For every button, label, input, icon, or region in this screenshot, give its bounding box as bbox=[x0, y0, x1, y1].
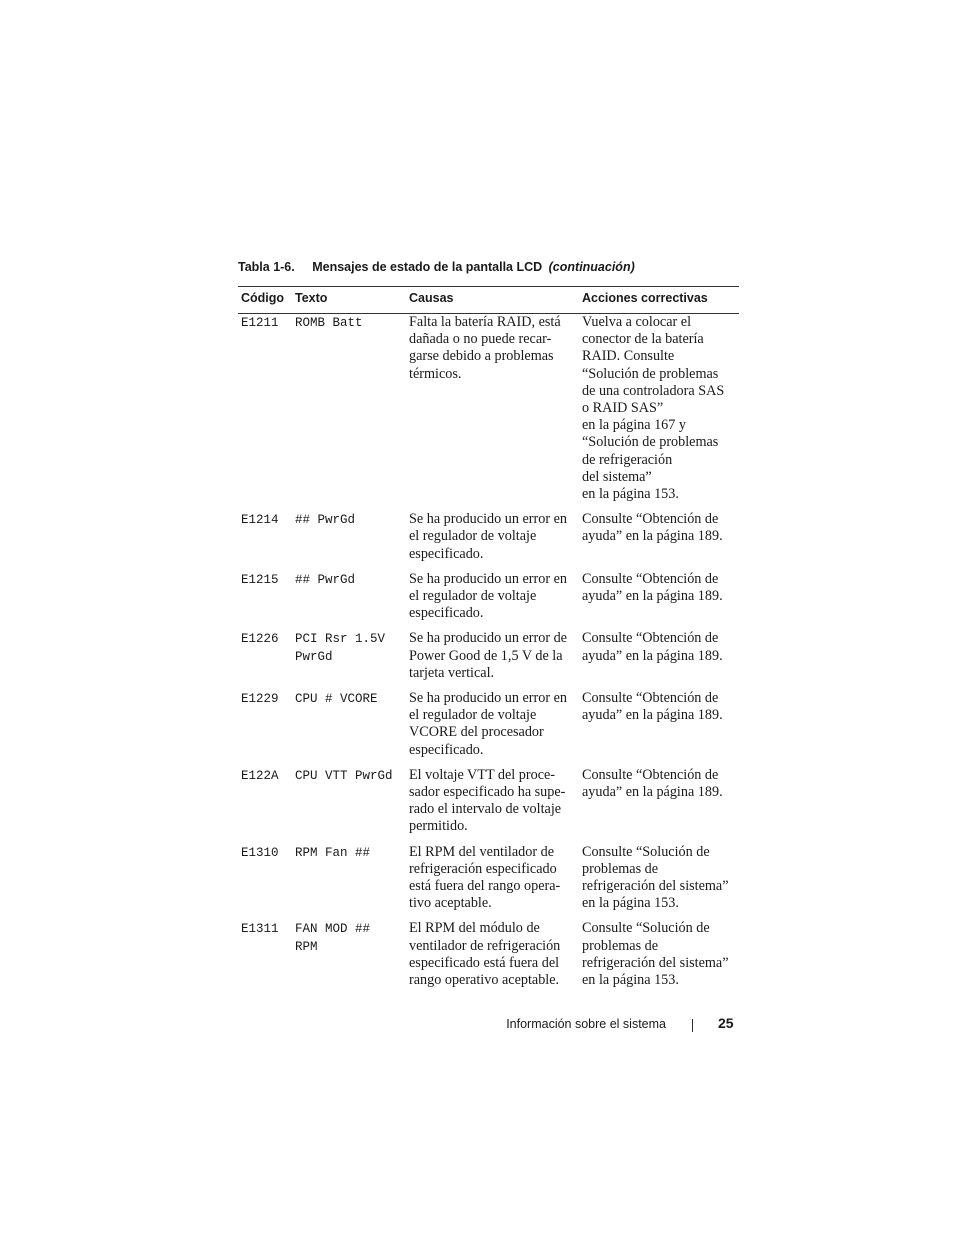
code-cell bbox=[241, 844, 291, 862]
code-cell bbox=[241, 630, 291, 648]
cell-line: térmicos. bbox=[409, 365, 462, 382]
cell-line: Consulte “Solución de bbox=[582, 920, 710, 937]
causes-cell bbox=[409, 920, 577, 989]
cell-line: Falta la batería RAID, está bbox=[409, 314, 561, 330]
cell-line: FAN MOD ## bbox=[295, 922, 371, 937]
cell-line: ventilador de refrigeración bbox=[409, 937, 561, 954]
cell-line: Consulte “Obtención de bbox=[582, 511, 719, 528]
cell-line: el regulador de voltaje bbox=[409, 528, 537, 545]
code-cell bbox=[241, 920, 291, 938]
cell-line: RAID. Consulte bbox=[582, 348, 675, 365]
actions-cell bbox=[582, 571, 740, 605]
cell-line: permitido. bbox=[409, 818, 468, 835]
actions-cell bbox=[582, 511, 740, 545]
cell-line: especificado. bbox=[409, 545, 484, 562]
cell-line: ROMB Batt bbox=[295, 316, 363, 330]
causes-cell bbox=[409, 571, 577, 623]
text-cell bbox=[295, 767, 407, 785]
cell-line: sador especificado ha supe- bbox=[409, 784, 566, 800]
cell-line: tivo aceptable. bbox=[409, 895, 492, 912]
cell-line: E1229 bbox=[241, 692, 279, 706]
cell-line: especificado. bbox=[409, 741, 484, 758]
cell-line: ayuda” en la página 189. bbox=[582, 784, 723, 800]
table-number: Tabla 1-6. bbox=[238, 260, 295, 274]
cell-line: El RPM del módulo de bbox=[409, 920, 540, 937]
cell-line: PwrGd bbox=[295, 649, 333, 664]
footer-separator bbox=[692, 1019, 693, 1032]
cell-line: de refrigeración bbox=[582, 451, 673, 468]
cell-line: ayuda” en la página 189. bbox=[582, 647, 723, 664]
causes-cell bbox=[409, 767, 577, 836]
text-cell bbox=[295, 511, 407, 529]
causes-cell bbox=[409, 630, 577, 682]
cell-line: El voltaje VTT del proce- bbox=[409, 766, 556, 783]
cell-line: dañada o no puede recar- bbox=[409, 331, 552, 348]
cell-line: Se ha producido un error en bbox=[409, 511, 567, 528]
cell-line: Consulte “Obtención de bbox=[582, 690, 719, 706]
table-header-row bbox=[238, 286, 739, 314]
lcd-status-messages-table bbox=[238, 286, 739, 988]
text-cell bbox=[295, 630, 407, 665]
cell-line: Vuelva a colocar el bbox=[582, 314, 692, 330]
cell-line: E1211 bbox=[241, 316, 279, 330]
cell-line: en la página 153. bbox=[582, 972, 679, 988]
cell-line: Consulte “Solución de bbox=[582, 843, 710, 860]
cell-line: “Solución de problemas bbox=[582, 434, 719, 451]
page-footer bbox=[0, 1015, 954, 1035]
code-cell bbox=[241, 571, 291, 589]
cell-line: en la página 153. bbox=[582, 486, 679, 503]
cell-line: E1226 bbox=[241, 632, 279, 647]
page-number: 25 bbox=[718, 1015, 734, 1031]
cell-line: CPU # VCORE bbox=[295, 692, 378, 706]
cell-line: en la página 153. bbox=[582, 895, 679, 912]
cell-line: refrigeración del sistema” bbox=[582, 954, 729, 971]
cell-line: ayuda” en la página 189. bbox=[582, 528, 723, 545]
text-cell bbox=[295, 690, 407, 708]
actions-cell bbox=[582, 314, 740, 503]
cell-line: ayuda” en la página 189. bbox=[582, 588, 723, 604]
cell-line: problemas de bbox=[582, 937, 659, 954]
cell-line: especificado. bbox=[409, 605, 484, 622]
cell-line: refrigeración del sistema” bbox=[582, 878, 729, 894]
cell-line: el regulador de voltaje bbox=[409, 707, 537, 724]
cell-line: conector de la batería bbox=[582, 331, 704, 348]
code-cell bbox=[241, 767, 291, 785]
cell-line: RPM Fan ## bbox=[295, 845, 371, 860]
cell-line: tarjeta vertical. bbox=[409, 664, 495, 681]
cell-line: refrigeración especificado bbox=[409, 860, 557, 877]
header-causes: Causas bbox=[409, 291, 454, 305]
cell-line: Consulte “Obtención de bbox=[582, 570, 719, 587]
table-caption bbox=[238, 260, 635, 274]
cell-line: E1214 bbox=[241, 513, 279, 528]
cell-line: garse debido a problemas bbox=[409, 348, 554, 365]
text-cell bbox=[295, 844, 407, 862]
cell-line: especificado está fuera del bbox=[409, 954, 560, 971]
text-cell bbox=[295, 920, 407, 955]
cell-line: problemas de bbox=[582, 860, 659, 877]
cell-line: VCORE del procesador bbox=[409, 724, 544, 741]
code-cell bbox=[241, 314, 291, 332]
cell-line: E1311 bbox=[241, 922, 279, 937]
cell-line: E1215 bbox=[241, 572, 279, 587]
code-cell bbox=[241, 511, 291, 529]
actions-cell bbox=[582, 630, 740, 664]
footer-section-title: Información sobre el sistema bbox=[506, 1017, 666, 1031]
cell-line: El RPM del ventilador de bbox=[409, 843, 555, 860]
causes-cell bbox=[409, 314, 577, 383]
causes-cell bbox=[409, 690, 577, 759]
cell-line: rango operativo aceptable. bbox=[409, 972, 560, 988]
cell-line: Se ha producido un error en bbox=[409, 690, 567, 706]
cell-line: E122A bbox=[241, 768, 279, 783]
cell-line: el regulador de voltaje bbox=[409, 588, 537, 604]
actions-cell bbox=[582, 844, 740, 913]
cell-line: del sistema” bbox=[582, 468, 652, 485]
cell-line: rado el intervalo de voltaje bbox=[409, 801, 562, 818]
cell-line: Consulte “Obtención de bbox=[582, 766, 719, 783]
cell-line: en la página 167 y bbox=[582, 417, 687, 434]
text-cell bbox=[295, 314, 407, 332]
actions-cell bbox=[582, 920, 740, 989]
cell-line: Se ha producido un error de bbox=[409, 630, 567, 647]
header-actions: Acciones correctivas bbox=[582, 291, 708, 305]
code-cell bbox=[241, 690, 291, 708]
cell-line: de una controladora SAS bbox=[582, 382, 725, 399]
cell-line: o RAID SAS” bbox=[582, 400, 664, 417]
actions-cell bbox=[582, 690, 740, 724]
table-continued-note: (continuación) bbox=[548, 260, 635, 274]
cell-line: E1310 bbox=[241, 845, 279, 860]
header-code: Código bbox=[241, 291, 285, 305]
cell-line: Power Good de 1,5 V de la bbox=[409, 647, 563, 664]
cell-line: está fuera del rango opera- bbox=[409, 878, 561, 894]
cell-line: ayuda” en la página 189. bbox=[582, 707, 723, 724]
cell-line: ## PwrGd bbox=[295, 572, 356, 587]
cell-line: Se ha producido un error en bbox=[409, 570, 567, 587]
cell-line: CPU VTT PwrGd bbox=[295, 768, 393, 783]
causes-cell bbox=[409, 511, 577, 563]
header-text: Texto bbox=[295, 291, 328, 305]
table-title: Mensajes de estado de la pantalla LCD bbox=[312, 260, 543, 274]
causes-cell bbox=[409, 844, 577, 913]
text-cell bbox=[295, 571, 407, 589]
actions-cell bbox=[582, 767, 740, 801]
cell-line: “Solución de problemas bbox=[582, 365, 719, 382]
cell-line: Consulte “Obtención de bbox=[582, 630, 719, 647]
cell-line: PCI Rsr 1.5V bbox=[295, 632, 386, 647]
cell-line: RPM bbox=[295, 939, 318, 954]
cell-line: ## PwrGd bbox=[295, 513, 356, 528]
